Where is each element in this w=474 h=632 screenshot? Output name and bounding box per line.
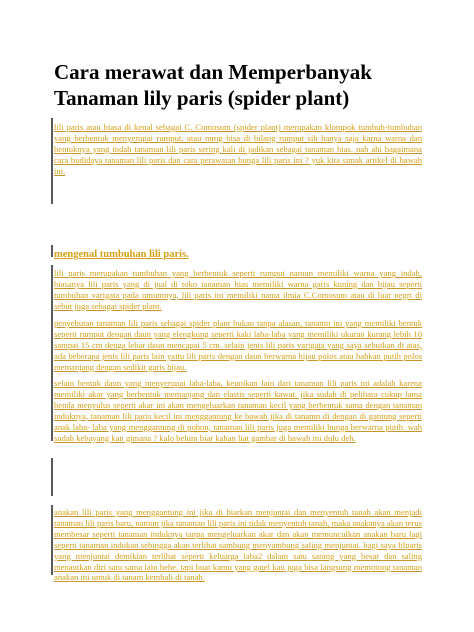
quote-bar: [51, 245, 53, 257]
quote-bar: [51, 458, 53, 496]
quote-bar: [51, 118, 53, 204]
quote-bar: [51, 505, 53, 575]
section-heading[interactable]: mengenal tumbuhan lili paris.: [54, 249, 189, 260]
paragraph-1[interactable]: lili paris merupakan tumbuhan yang berbentuk seperti rumput namun memiliki warna yang indah, biasanya lili paris yang di jual di toko tanaman hias memiliki warna garis kuning dan hijau seperti tumbuhan varigata pada umumnya, lili paris ini memiliki nama ilmia C.Comosum atau di luar negri di sebut juga sebagai spider plant.: [54, 268, 422, 311]
quote-bar: [51, 265, 53, 441]
paragraph-4[interactable]: anakan lili paris yang menggantung ini jika di biarkan menjuntai dan menyentuh tanah akan menjadi tanaman lili paris baru, namun jika tanaman lili paris ini tidak menyentuh tanah, maka anakanya akan terus membesar seperti tanaman induknya tanpa mengeluarkan akar dan akan memunculkan anakan baru lagi seperti tanaman indukan sehingga akan terlihat sambung menyambung saling menjuntai. bagi saya lilparis yang menjuntai demikian terlihat seperti keluarga laba2 dalam satu sarang yang besar dan saling menautkan diri satu sama lain hehe. tapi buat kamu yang gatel kau juga bisa langsung memotong tanaman anakan ini untuk di tanam kembali di tanah.: [54, 507, 422, 583]
document-title: Cara merawat dan Memperbanyak Tanaman lily paris (spider plant): [54, 60, 372, 110]
intro-paragraph[interactable]: lili paris atau biasa di kenal sebagai C. Comosum (spider plant) merupakan klompok tumbuh-tumbuhan yang berbentuk menyerupai rumput, atau mmg bisa di bilang rumput sih hanya saja karna warna dan bentuknya yang indah tanaman lili paris sering kali di jadikan sebagai tanaman hias. nah ahi bagaimana cara budidaya tanaman lili paris dan cara perawatan bunga lili paris ini ? yuk kita simak artikel di bawah ini.: [54, 122, 422, 176]
paragraph-2[interactable]: penyebutan tanaman lili paris sebagai spider plant bukan tanpa alasan, tanamn ini yang memiliki bentuk seperti rumput dengan daun yang elengkung seperti kaki laba-laba yang memiliki ukuran kurang lebih 10 sampai 15 cm denga lebar daun mencapai 5 cm. selain jenis lili paris varigata yang saya sebutkan di atas, ada beberapa jenis lili paris lain yaitu lili paris dengan daun berwarna hijau polos atau bahkan putih polos memanjang dengan sedikit garis hijau.: [54, 318, 422, 372]
paragraph-3[interactable]: selain bentuk daun yang menyerupai laba-laba, keunikan lain dari tanaman lili paris ini adalah karena memiliki akar yang berbentuk memanjang dan elastis seperti kawat. jika sudah di pelihara cukup lama benda menyulus seperti akar ini akan mengeluarkan tanaman kecil yang berbentuk sama dengan tanaman induknya, tanaman lili paris kecil ini menggantung ke bawah jika di tanamn di dengan di gantung seperti anak laba- laba yang menggantung di pohon, tanaman lili paris juga memiliki bunga berwarna putih. wah sudah kebayang kan gimana ? kalo belum biar kahan liat gambar di bawah ini dulu deh.: [54, 378, 422, 443]
